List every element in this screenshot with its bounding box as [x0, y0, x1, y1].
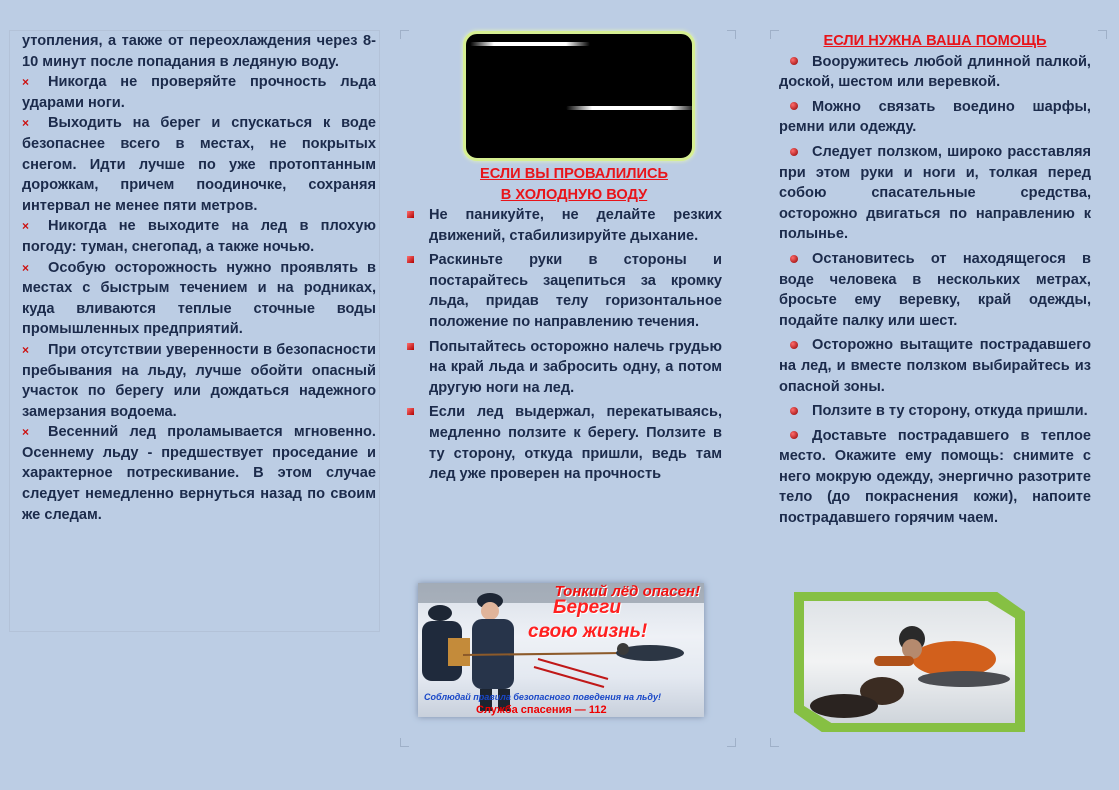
round-bullet-icon	[790, 57, 798, 65]
left-column	[22, 31, 376, 525]
section-title: В ХОЛОДНУЮ ВОДУ	[500, 186, 648, 203]
square-bullet-icon	[407, 408, 414, 415]
right-column	[779, 31, 1091, 533]
poster-rescue-phone: Служба спасения — 112	[476, 704, 607, 716]
round-bullet-icon	[790, 407, 798, 415]
x-bullet-icon: ×	[22, 75, 30, 90]
middle-column	[404, 205, 722, 489]
section-title: ЕСЛИ НУЖНА ВАША ПОМОЩЬ	[823, 33, 1047, 49]
poster-slogan-line2: свою жизнь!	[528, 621, 648, 642]
video-thumbnail[interactable]	[463, 31, 695, 161]
x-bullet-icon: ×	[22, 260, 30, 275]
round-bullet-icon	[790, 431, 798, 439]
rescue-photo	[804, 601, 1015, 723]
list-item: Следует ползком, широко расставляя при этом руки и ноги и, толкая перед собою спасательные средства, осторожно двигаться по направлению к полынье.	[779, 143, 1091, 243]
crop-mark	[770, 738, 779, 747]
safety-poster-image	[418, 583, 704, 717]
list-item: Ползите в ту сторону, откуда пришли.	[779, 401, 1091, 422]
crop-mark	[727, 30, 736, 39]
list-item: Попытайтесь осторожно налечь грудью на край льда и забросить одну, а потом другую ноги на лед.	[404, 337, 722, 399]
crop-mark	[1098, 30, 1107, 39]
round-bullet-icon	[790, 341, 798, 349]
x-bullet-icon: ×	[22, 425, 30, 440]
light-streak	[566, 106, 695, 110]
list-item: × Выходить на берег и спускаться к воде безопаснее всего в местах, не покрытых снегом. Идти лучше по уже протоптанным дорожкам, причем поодиночке, сохраняя интервал не менее пяти метров.	[22, 115, 376, 214]
square-bullet-icon	[407, 343, 414, 350]
round-bullet-icon	[790, 148, 798, 156]
list-item: × Весенний лед проламывается мгновенно. Осеннему льду - предшествует проседание и характерное потрескивание. В этом случае следует немедленно вернуться назад по своим же следам.	[22, 424, 376, 523]
list-item: × Особую осторожность нужно проявлять в местах с быстрым течением и на родниках, куда вливаются теплые сточные воды промышленных предприятий.	[22, 259, 376, 338]
col1-intro: утопления, а также от переохлаждения через 8-10 минут после попадания в ледяную воду.	[22, 33, 376, 70]
section-title: ЕСЛИ ВЫ ПРОВАЛИЛИСЬ	[480, 166, 668, 182]
crop-mark	[727, 738, 736, 747]
list-item: × Никогда не проверяйте прочность льда ударами ноги.	[22, 74, 376, 111]
list-item: Если лед выдержал, перекатываясь, медленно ползите к берегу. Ползите в ту сторону, откуда пришли, ведь там лед уже проверен на прочность	[404, 402, 722, 484]
x-bullet-icon: ×	[22, 219, 30, 234]
round-bullet-icon	[790, 255, 798, 263]
poster-slogan-line1: Береги	[553, 597, 621, 618]
light-streak	[470, 42, 590, 46]
list-item: Остановитесь от находящегося в воде человека в нескольких метрах, бросьте ему веревку, край одежды, подайте палку или шест.	[779, 250, 1091, 329]
list-item: × Никогда не выходите на лед в плохую погоду: туман, снегопад, а также ночью.	[22, 218, 376, 255]
col2-heading	[430, 164, 718, 205]
x-bullet-icon: ×	[22, 342, 30, 357]
list-item: Можно связать воедино шарфы, ремни или одежду.	[779, 98, 1091, 136]
square-bullet-icon	[407, 256, 414, 263]
list-item: Доставьте пострадавшего в теплое место. Окажите ему помощь: снимите с него мокрую одежду, энергично разотрите тело (до покраснения кожи), напоите пострадавшего горячим чаем.	[779, 427, 1091, 527]
poster-headline: Тонкий лёд опасен!	[554, 583, 700, 600]
list-item: Не паникуйте, не делайте резких движений, стабилизируйте дыхание.	[404, 205, 722, 246]
crop-mark	[770, 30, 779, 39]
crop-mark	[400, 738, 409, 747]
list-item: Вооружитесь любой длинной палкой, доской, шестом или веревкой.	[779, 53, 1091, 91]
rescuer-crawling-illustration	[804, 601, 1015, 723]
rescue-photo-frame	[794, 592, 1025, 732]
x-bullet-icon: ×	[22, 116, 30, 131]
crop-mark	[400, 30, 409, 39]
list-item: Раскиньте руки в стороны и постарайтесь зацепиться за кромку льда, придав телу горизонтальное положение по направлению течения.	[404, 250, 722, 332]
square-bullet-icon	[407, 211, 414, 218]
list-item: × При отсутствии уверенности в безопасности пребывания на льду, лучше обойти опасный участок по берегу или дождаться надежного замерзания водоема.	[22, 341, 376, 420]
round-bullet-icon	[790, 102, 798, 110]
poster-rules-text: Соблюдай правила безопасного поведения на льду!	[424, 692, 661, 702]
list-item: Осторожно вытащите пострадавшего на лед, и вместе ползком выбирайтесь из опасной зоны.	[779, 337, 1091, 395]
